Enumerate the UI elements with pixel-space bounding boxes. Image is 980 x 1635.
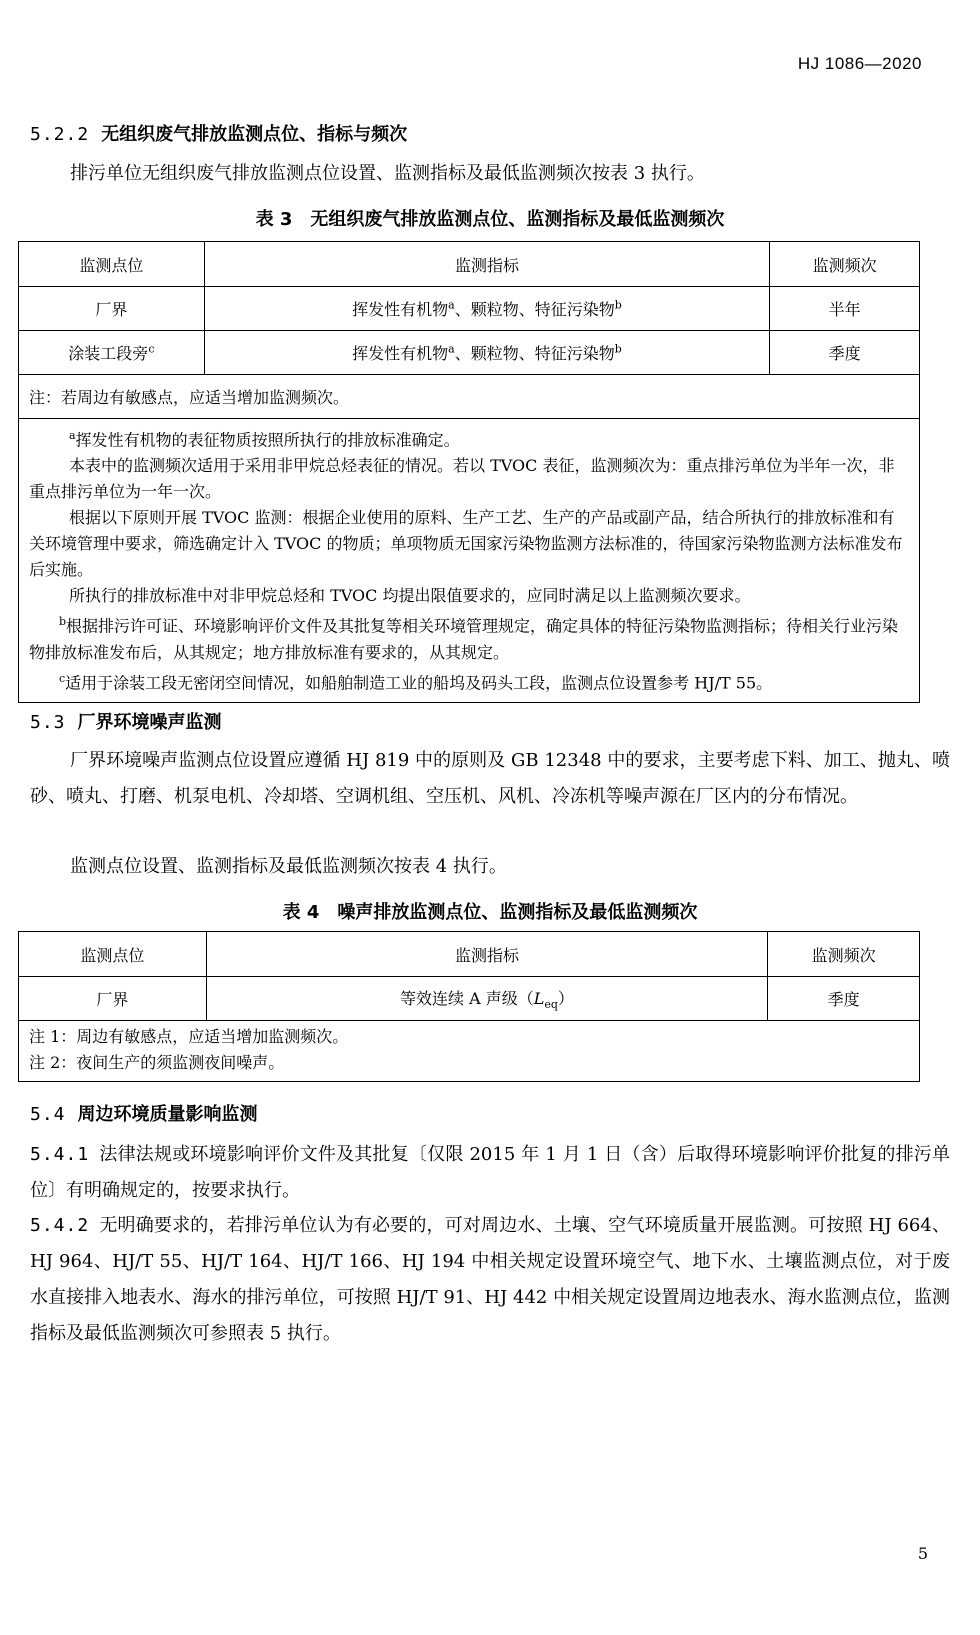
frequency-cell: 季度 <box>768 977 920 1021</box>
header-cell: 监测频次 <box>770 242 920 287</box>
table-row <box>19 977 920 1021</box>
section-title: 无组织废气排放监测点位、指标与频次 <box>101 124 408 145</box>
clause-number: 5.4.1 <box>30 1144 90 1165</box>
section-title: 周边环境质量影响监测 <box>77 1104 258 1125</box>
section-5-3-heading <box>30 708 222 734</box>
page-number: 5 <box>917 1544 928 1563</box>
paragraph-5-4-1 <box>30 1137 950 1209</box>
table-3 <box>18 241 920 703</box>
paragraph-5-4-2 <box>30 1208 950 1352</box>
clause-text: 法律法规或环境影响评价文件及其批复〔仅限 2015 年 1 月 1 日（含）后取得环境影响评价批复的排污单位〕有明确规定的，按要求执行。 <box>30 1144 950 1201</box>
table-note-row <box>19 375 920 419</box>
table-note: 注 1：周边有敏感点，应适当增加监测频次。 <box>29 1027 349 1046</box>
footnote-a-text: 本表中的监测频次适用于采用非甲烷总烃表征的情况。若以 TVOC 表征，监测频次为：重点排污单位为半年一次，非重点排污单位为一年一次。 <box>29 456 895 502</box>
point-cell: 厂界 <box>19 287 205 331</box>
table-row <box>19 331 920 375</box>
paragraph: 排污单位无组织废气排放监测点位设置、监测指标及最低监测频次按表 3 执行。 <box>70 163 705 184</box>
section-5-4-heading <box>30 1100 258 1126</box>
indicator-cell: 等效连续 A 声级$(L_{eq})$ <box>206 977 767 1021</box>
header-cell: 监测指标 <box>204 242 769 287</box>
paragraph: 监测点位设置、监测指标及最低监测频次按表 4 执行。 <box>70 856 507 877</box>
section-number: 5.3 <box>30 712 66 733</box>
point-cell: 涂装工段旁$^c$ <box>19 331 205 375</box>
table-4-caption: 表 4 噪声排放监测点位、监测指标及最低监测频次 <box>282 902 698 923</box>
table-note: 注：若周边有敏感点，应适当增加监测频次。 <box>19 375 920 419</box>
table-footnotes-row <box>19 419 920 703</box>
table-4 <box>18 931 920 1082</box>
clause-number: 5.4.2 <box>30 1215 90 1236</box>
frequency-cell: 季度 <box>770 331 920 375</box>
table-notes <box>19 1021 920 1082</box>
indicator-cell: 挥发性有机物$^a$、颗粒物、特征污染物$^b$ <box>204 331 769 375</box>
header-cell: 监测频次 <box>768 932 920 977</box>
table-note: 注 2：夜间生产的须监测夜间噪声。 <box>29 1053 285 1072</box>
table-header-row <box>19 242 920 287</box>
frequency-cell: 半年 <box>770 287 920 331</box>
header-cell: 监测点位 <box>19 242 205 287</box>
paragraph: 厂界环境噪声监测点位设置应遵循 HJ 819 中的原则及 GB 12348 中的要求，主要考虑下料、加工、抛丸、喷砂、喷丸、打磨、机泵电机、冷却塔、空调机组、空压机、风机、冷冻机等噪声源在厂区内的分布情况。 <box>30 750 950 807</box>
table-notes-row <box>19 1021 920 1082</box>
footnote-a: $^a$挥发性有机物的表征物质按照所执行的排放标准确定。 <box>69 429 460 450</box>
header-cell: 监测指标 <box>206 932 767 977</box>
section-number: 5.4 <box>30 1104 66 1125</box>
footnote-a-text: 所执行的排放标准中对非甲烷总烃和 TVOC 均提出限值要求的，应同时满足以上监测频次要求。 <box>69 586 751 606</box>
section-title: 厂界环境噪声监测 <box>77 712 222 733</box>
document-code: HJ 1086—2020 <box>797 54 922 73</box>
footnote-b: $^b$根据排污许可证、环境影响评价文件及其批复等相关环境管理规定，确定具体的特征污染物监测指标；待相关行业污染物排放标准发布后，从其规定；地方排放标准有要求的，从其规定。 <box>29 615 899 662</box>
indicator-cell: 挥发性有机物$^a$、颗粒物、特征污染物$^b$ <box>204 287 769 331</box>
point-cell: 厂界 <box>19 977 207 1021</box>
footnote-a-text: 根据以下原则开展 TVOC 监测：根据企业使用的原料、生产工艺、生产的产品或副产品，结合所执行的排放标准和有关环境管理中要求，筛选确定计入 TVOC 的物质；单项物质无国家污染物监测方法标准的，待国家污染物监测方法标准发布后实施。 <box>29 508 903 580</box>
footnote-c: $^c$适用于涂装工段无密闭空间情况，如船舶制造工业的船坞及码头工段，监测点位设置参考 HJ/T 55。 <box>59 671 773 692</box>
table-row <box>19 287 920 331</box>
clause-text: 无明确要求的，若排污单位认为有必要的，可对周边水、土壤、空气环境质量开展监测。可按照 HJ 664、HJ 964、HJ/T 55、HJ/T 164、HJ/T 166、HJ 194 中相关规定设置环境空气、地下水、土壤监测点位，对于废水直接排入地表水、海水的排污单位，可按照 HJ/T 91、HJ 442 中相关规定设置周边地表水、海水监测点位，监测指标及最低监测频次可参照表 5 执行。 <box>30 1215 950 1344</box>
section-number: 5.2.2 <box>30 124 90 145</box>
table-footnotes <box>19 419 920 703</box>
table-header-row <box>19 932 920 977</box>
header-cell: 监测点位 <box>19 932 207 977</box>
table-3-caption: 表 3 无组织废气排放监测点位、监测指标及最低监测频次 <box>255 209 725 230</box>
section-5-2-2-heading <box>30 120 407 146</box>
